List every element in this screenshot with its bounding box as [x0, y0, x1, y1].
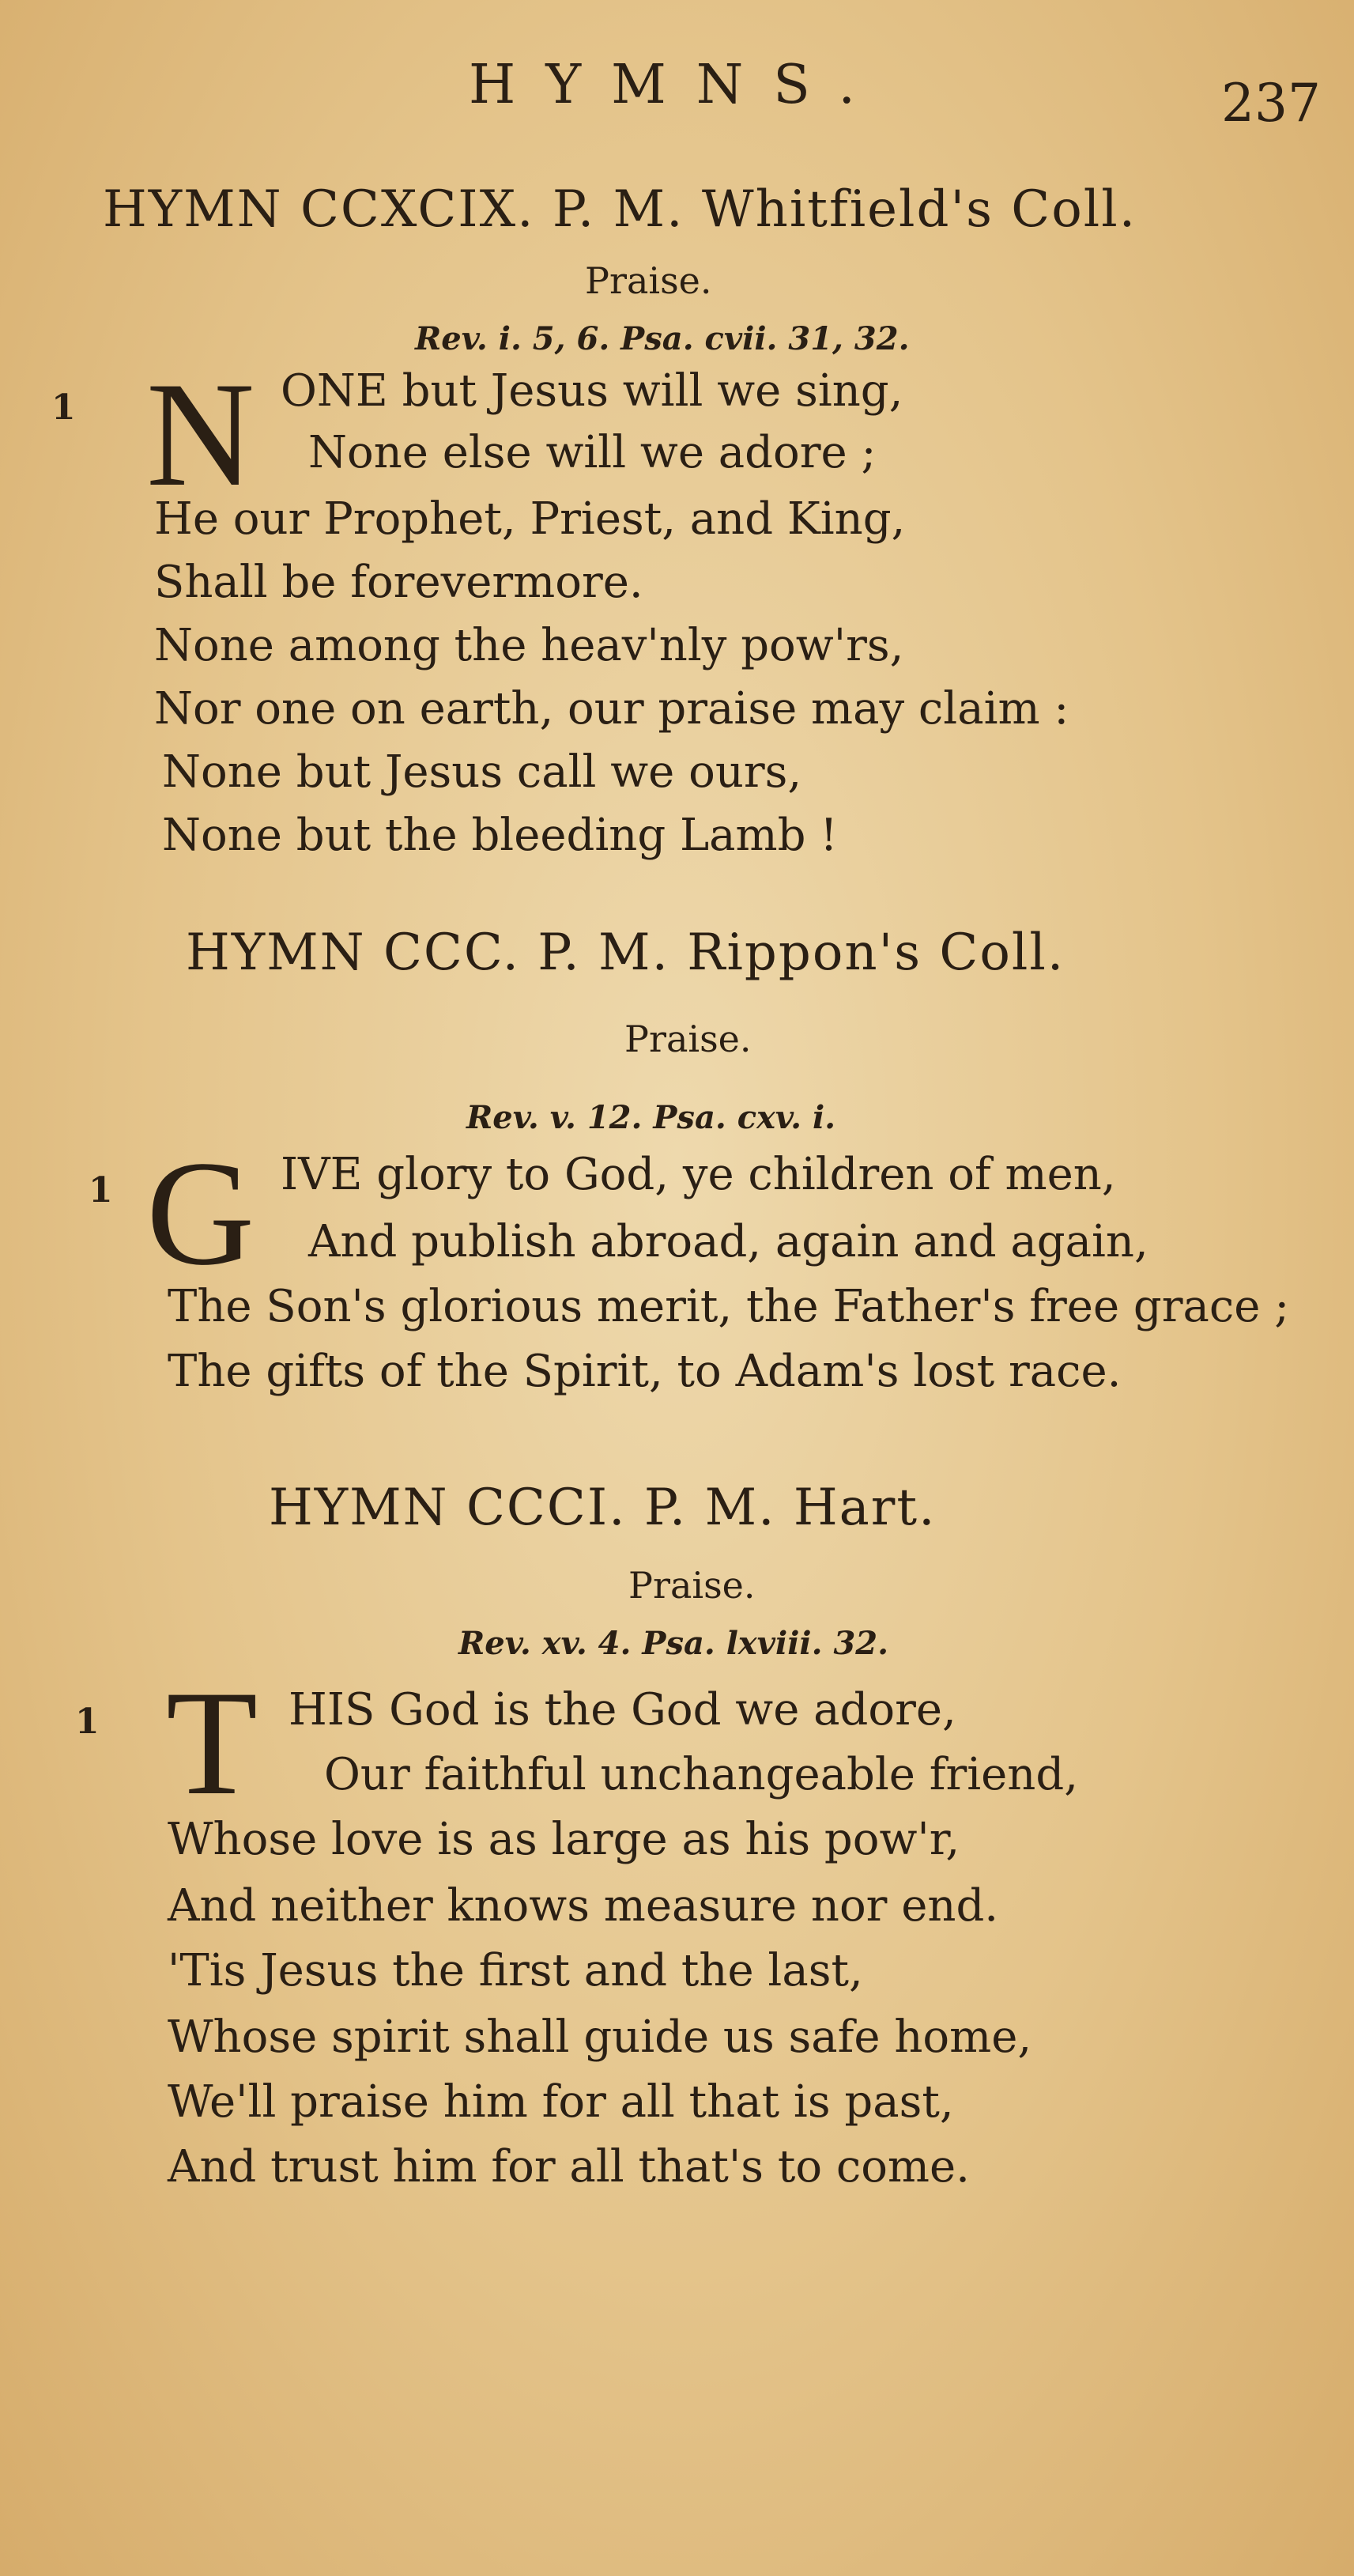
- verse-number: 1: [89, 1170, 113, 1211]
- hymn-line: Our faithful unchangeable friend,: [324, 1749, 1078, 1800]
- running-header: HYMNS.: [468, 54, 886, 116]
- hymn-line: Nor one on earth, our praise may claim :: [154, 683, 1069, 735]
- hymn-title: HYMN CCC. P. M. Rippon's Coll.: [186, 924, 1065, 982]
- verse-number: 1: [75, 1702, 100, 1742]
- drop-cap: N: [146, 352, 255, 518]
- hymn-title: HYMN CCCI. P. M. Hart.: [269, 1479, 937, 1537]
- hymn-line: The gifts of the Spirit, to Adam's lost race.: [168, 1346, 1122, 1397]
- hymn-line: Shall be forevermore.: [154, 557, 643, 608]
- hymn-title: HYMN CCXCIX. P. M. Whitfield's Coll.: [103, 180, 1137, 239]
- hymn-line: The Son's glorious merit, the Father's free grace ;: [168, 1281, 1290, 1332]
- hymn-subject: Praise.: [628, 1564, 756, 1607]
- scripture-references: Rev. v. 12. Psa. cxv. i.: [466, 1099, 836, 1136]
- hymn-line: IVE glory to God, ye children of men,: [281, 1149, 1116, 1200]
- hymn-line: 'Tis Jesus the first and the last,: [168, 1945, 863, 1996]
- hymn-line: HIS God is the God we adore,: [289, 1684, 956, 1736]
- hymn-line: None among the heav'nly pow'rs,: [154, 620, 904, 671]
- hymn-line: He our Prophet, Priest, and King,: [154, 493, 906, 545]
- page-number: 237: [1221, 73, 1321, 134]
- hymn-line: And trust him for all that's to come.: [168, 2141, 970, 2193]
- drop-cap: G: [146, 1131, 255, 1297]
- hymn-line: And neither knows measure nor end.: [168, 1880, 999, 1932]
- hymn-line: None else will we adore ;: [308, 427, 877, 478]
- hymn-line: We'll praise him for all that is past,: [168, 2076, 954, 2128]
- hymn-line: None but the bleeding Lamb !: [162, 810, 838, 861]
- hymn-line: None but Jesus call we ours,: [162, 746, 802, 798]
- scripture-references: Rev. i. 5, 6. Psa. cvii. 31, 32.: [415, 320, 910, 357]
- hymn-line: Whose love is as large as his pow'r,: [168, 1814, 960, 1865]
- hymn-line: And publish abroad, again and again,: [308, 1216, 1148, 1267]
- scripture-references: Rev. xv. 4. Psa. lxviii. 32.: [458, 1625, 889, 1662]
- drop-cap: T: [166, 1660, 258, 1826]
- hymn-subject: Praise.: [585, 259, 712, 302]
- verse-number: 1: [51, 387, 76, 428]
- hymn-line: ONE but Jesus will we sing,: [281, 365, 903, 417]
- hymn-line: Whose spirit shall guide us safe home,: [168, 2011, 1032, 2063]
- hymn-subject: Praise.: [624, 1018, 752, 1060]
